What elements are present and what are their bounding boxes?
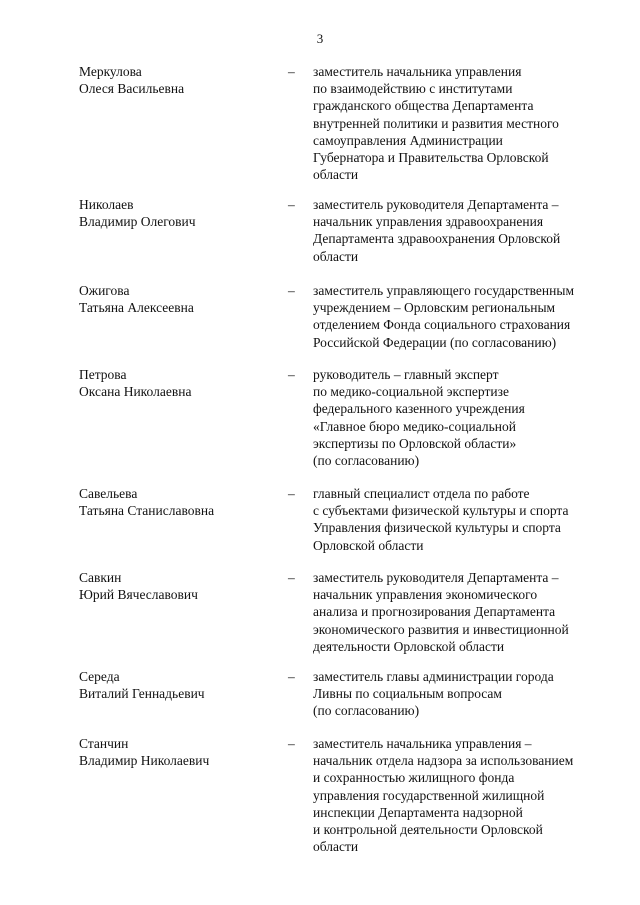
position-line: Управления физической культуры и спорта — [313, 520, 561, 536]
person-name — [79, 63, 279, 97]
position-line: начальник управления экономического — [313, 587, 538, 603]
position-line: Губернатора и Правительства Орловской — [313, 150, 549, 166]
given-names: Татьяна Станиславовна — [79, 503, 215, 519]
surname: Станчин — [79, 736, 129, 751]
dash-separator: – — [288, 283, 295, 298]
position-line: заместитель начальника управления – — [313, 736, 532, 751]
dash-separator: – — [288, 486, 295, 501]
position-line: и контрольной деятельности Орловской — [313, 822, 543, 838]
position-line: заместитель начальника управления — [313, 64, 522, 79]
position-line: Ливны по социальным вопросам — [313, 686, 502, 702]
dash-separator: – — [288, 367, 295, 382]
given-names: Оксана Николаевна — [79, 384, 192, 400]
given-names: Владимир Олегович — [79, 214, 196, 230]
position-line: гражданского общества Департамента — [313, 98, 534, 114]
position-line: (по согласованию) — [313, 453, 420, 469]
position-description — [313, 485, 613, 554]
dash-separator: – — [288, 64, 295, 79]
person-name — [79, 668, 279, 702]
position-line: управления государственной жилищной — [313, 787, 545, 803]
person-name — [79, 366, 279, 400]
given-names: Юрий Вячеславович — [79, 587, 198, 603]
position-line: области — [313, 839, 359, 855]
position-line: Российской Федерации (по согласованию) — [313, 334, 557, 350]
position-line: по медико-социальной экспертизе — [313, 384, 509, 400]
given-names: Татьяна Алексеевна — [79, 300, 194, 316]
position-line: начальник отдела надзора за использованием — [313, 753, 574, 769]
position-line: Орловской области — [313, 537, 424, 553]
position-line: экономического развития и инвестиционной — [313, 621, 569, 637]
position-line: с субъектами физической культуры и спорта — [313, 503, 569, 519]
position-line: отделением Фонда социального страхования — [313, 317, 571, 333]
surname: Петрова — [79, 367, 127, 382]
position-line: заместитель руководителя Департамента – — [313, 570, 559, 585]
position-line: заместитель руководителя Департамента – — [313, 197, 559, 212]
position-line: начальник управления здравоохранения — [313, 214, 544, 230]
surname: Меркулова — [79, 64, 142, 79]
page-number: 3 — [316, 31, 324, 46]
person-name — [79, 569, 279, 603]
given-names: Виталий Геннадьевич — [79, 686, 205, 702]
position-description — [313, 569, 613, 655]
position-line: учреждением – Орловским региональным — [313, 300, 556, 316]
position-line: заместитель главы администрации города — [313, 669, 554, 684]
position-line: экспертизы по Орловской области» — [313, 435, 517, 451]
person-name — [79, 196, 279, 230]
position-description — [313, 735, 613, 855]
position-description — [313, 196, 613, 265]
given-names: Олеся Васильевна — [79, 81, 185, 97]
position-line: по взаимодействию с институтами — [313, 81, 513, 97]
position-line: федерального казенного учреждения — [313, 401, 525, 417]
surname: Николаев — [79, 197, 134, 212]
dash-separator: – — [288, 736, 295, 751]
position-description — [313, 366, 613, 469]
position-description — [313, 668, 613, 720]
position-line: руководитель – главный эксперт — [313, 367, 499, 382]
person-name — [79, 485, 279, 519]
position-line: главный специалист отдела по работе — [313, 486, 530, 501]
person-name — [79, 282, 279, 316]
position-line: заместитель управляющего государственным — [313, 283, 574, 298]
position-line: внутренней политики и развития местного — [313, 115, 559, 131]
position-description — [313, 63, 613, 183]
position-line: (по согласованию) — [313, 703, 420, 719]
person-name — [79, 735, 279, 769]
position-line: «Главное бюро медико-социальной — [313, 418, 516, 434]
dash-separator: – — [288, 669, 295, 684]
position-line: Департамента здравоохранения Орловской — [313, 231, 561, 247]
position-line: и сохранностью жилищного фонда — [313, 770, 515, 786]
surname: Ожигова — [79, 283, 130, 298]
surname: Середа — [79, 669, 120, 684]
given-names: Владимир Николаевич — [79, 753, 210, 769]
position-line: области — [313, 248, 359, 264]
position-description — [313, 282, 613, 351]
surname: Савкин — [79, 570, 122, 585]
position-line: деятельности Орловской области — [313, 638, 505, 654]
dash-separator: – — [288, 570, 295, 585]
surname: Савельева — [79, 486, 138, 501]
position-line: анализа и прогнозирования Департамента — [313, 604, 556, 620]
dash-separator: – — [288, 197, 295, 212]
position-line: области — [313, 167, 359, 183]
position-line: самоуправления Администрации — [313, 132, 503, 148]
position-line: инспекции Департамента надзорной — [313, 804, 523, 820]
